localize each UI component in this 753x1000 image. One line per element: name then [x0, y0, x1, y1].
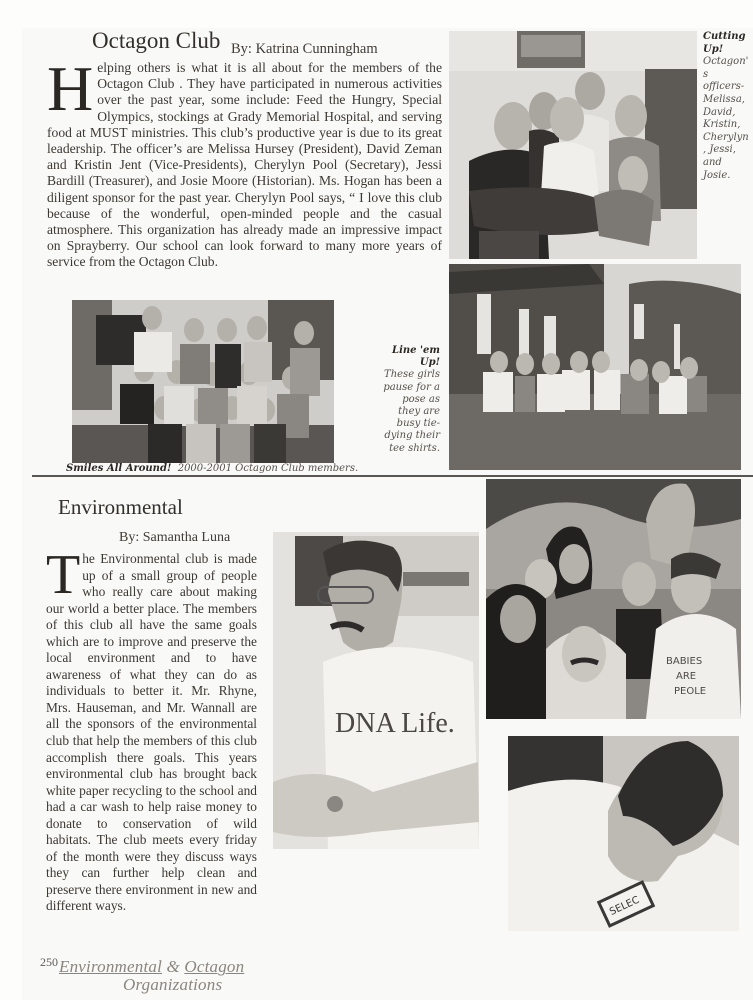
- footer-ampersand: &: [162, 957, 185, 976]
- photo-octagon-officers: [449, 31, 697, 259]
- caption-octagon-officers-title: Cutting Up!: [703, 31, 746, 55]
- octagon-title: Octagon Club: [92, 28, 221, 53]
- footer-word-environmental: Environmental: [59, 957, 163, 976]
- environmental-article: [46, 544, 257, 915]
- caption-octagon-group: [66, 463, 358, 474]
- octagon-dropcap: H: [47, 53, 94, 124]
- environmental-body: he Environmental club is made up of a small group of people who really care about making our world a better place. The members of this club all have the same goals which are to improve and preserve the local environment and to have awareness of what they can do as individuals to better it. Mr. Rhyne, Mrs. Hauseman, and Mr. Wannall are all the sponsors of the environmental club that help the members of this club accomplish there goals. This years environmental club has brought back white paper recycling to the school and had a car wash to help raise money to donate to conservation of wild habitats. The club meets every friday of the month were they discuss ways they can further help clean and preserve there environment in new and different ways.: [46, 551, 257, 914]
- environmental-byline: By: Samantha Luna: [119, 530, 231, 545]
- octagon-article: [47, 53, 442, 271]
- photo-octagon-group: [72, 300, 334, 463]
- footer-title-line1: [59, 957, 244, 977]
- page-number: 250: [40, 955, 58, 969]
- svg-text:BABIES: BABIES: [666, 656, 703, 667]
- caption-octagon-officers-text: Octagon's officers- Melissa, David, Kristin, Cherylyn, Jessi, and Josie.: [703, 56, 749, 181]
- svg-text:PEOLE: PEOLE: [674, 686, 707, 697]
- photo-environmental-student: [508, 736, 739, 931]
- caption-octagon-tie-dye: [378, 345, 440, 455]
- photo-octagon-tie-dye: [449, 264, 741, 470]
- caption-octagon-tie-dye-title: Line 'em Up!: [392, 345, 440, 369]
- octagon-byline: By: Katrina Cunningham: [231, 41, 378, 57]
- caption-octagon-tie-dye-text: These girls pause for a pose as they are busy tie-dying their tee shirts.: [383, 369, 440, 454]
- photo-environmental-sponsor: [273, 532, 479, 849]
- octagon-body: elping others is what it is all about for the members of the Octagon Club . They have participated in numerous activities over the past year, some include: Feed the Hungry, Special Olympics, stockings at Grady Memorial Hospital, and serving food at MUST ministries. This club’s productive year is due to its great leadership. The officer’s are Melissa Hursey (President), David Zeman and Kristin Jent (Vice-Presidents), Cherylyn Pool (Secretary), Jessi Bardill (Treasurer), and Josie Moore (Historian). Ms. Hogan has been a diligent sponsor for the past year. Cherylyn Pool says, “ I love this club because of the wonderful, open-minded people and the casual atmosphere. This organization has already made an impressive impact on Sprayberry. Our school can look forward to many more years of service from the Octagon Club.: [47, 60, 442, 270]
- caption-octagon-group-title: Smiles All Around!: [66, 463, 172, 474]
- svg-text:ARE: ARE: [676, 671, 697, 682]
- environmental-dropcap: T: [46, 544, 81, 606]
- footer-word-octagon: Octagon: [184, 957, 245, 976]
- footer-title-line2: Organizations: [123, 975, 223, 994]
- section-divider: [32, 475, 753, 477]
- environmental-title: Environmental: [58, 495, 183, 519]
- svg-text:DNA Life.: DNA Life.: [335, 708, 455, 739]
- photo-environmental-group: [486, 479, 741, 719]
- caption-octagon-group-text: 2000-2001 Octagon Club members.: [177, 463, 359, 474]
- svg-text:SELEC: SELEC: [607, 894, 642, 918]
- caption-octagon-officers: [703, 31, 749, 182]
